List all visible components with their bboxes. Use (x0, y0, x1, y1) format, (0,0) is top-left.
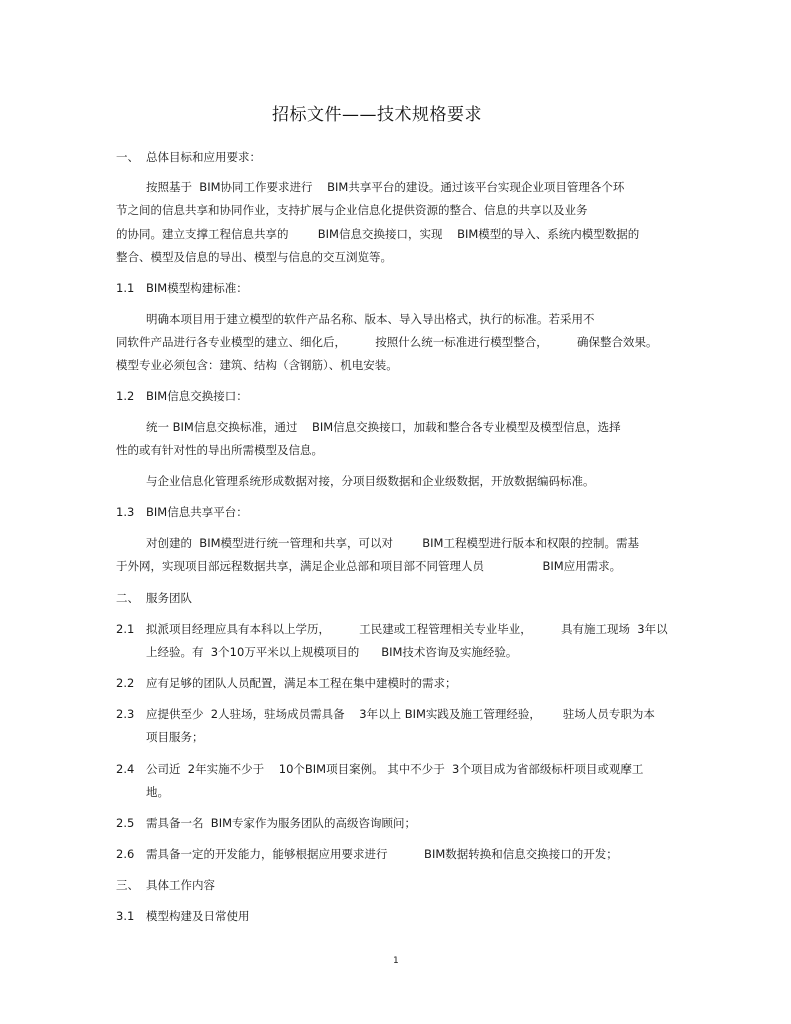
list-item-line: 项目服务； (146, 730, 204, 744)
list-item-number: 2.3 (116, 707, 135, 721)
paragraph-line: 节之间的信息共享和协同作业，支持扩展与企业信息化提供资源的整合、信息的共享以及业务 (116, 203, 588, 217)
list-item-line: 公司近 2年实施不少于 10个BIM项目案例。 其中不少于 3个项目成为省部级标杆项目或观摩工 (146, 762, 644, 776)
list-item-number: 2.2 (116, 676, 135, 690)
list-item-line: 拟派项目经理应具有本科以上学历， 工民建或工程管理相关专业毕业， 具有施工现场 3年以 (146, 622, 668, 636)
paragraph-line: 与企业信息化管理系统形成数据对接，分项目级数据和企业级数据，开放数据编码标准。 (146, 474, 595, 488)
paragraph-line: 模型专业必须包含：建筑、结构（含钢筋）、机电安装。 (116, 358, 398, 372)
list-item-number: 2.1 (116, 622, 135, 636)
list-item-line: 需具备一名 BIM专家作为服务团队的高级咨询顾问； (146, 816, 417, 830)
list-item-line: 应提供至少 2人驻场，驻场成员需具备 3年以上 BIM实践及施工管理经验， 驻场人员专职为本 (146, 707, 655, 721)
list-item-number: 2.4 (116, 762, 135, 776)
paragraph-line: 统一 BIM信息交换标准，通过 BIM信息交换接口，加载和整合各专业模型及模型信息，选择 (146, 420, 621, 434)
paragraph-line: 对创建的 BIM模型进行统一管理和共享，可以对 BIM工程模型进行版本和权限的控制。需基 (146, 536, 639, 550)
section-1-1-number: 1.1 (116, 281, 135, 295)
list-item-number: 2.6 (116, 847, 135, 861)
list-item-line: 需具备一定的开发能力，能够根据应用要求进行 BIM数据转换和信息交换接口的开发； (146, 847, 618, 861)
paragraph-line: 整合、模型及信息的导出、模型与信息的交互浏览等。 (116, 250, 392, 264)
section-2-heading: 服务团队 (146, 591, 192, 605)
section-3-number: 三、 (116, 878, 139, 892)
section-2-number: 二、 (116, 591, 139, 605)
section-1-1-heading: BIM模型构建标准： (146, 281, 248, 295)
page-number: 1 (393, 956, 399, 966)
section-1-2-number: 1.2 (116, 389, 135, 403)
section-1-3-number: 1.3 (116, 505, 135, 519)
section-3-1-heading: 模型构建及日常使用 (146, 909, 250, 923)
list-item-line: 应有足够的团队人员配置，满足本工程在集中建模时的需求； (146, 676, 457, 690)
section-1-2-heading: BIM信息交换接口： (146, 389, 248, 403)
section-1-heading: 总体目标和应用要求： (146, 150, 261, 164)
paragraph-line: 明确本项目用于建立模型的软件产品名称、版本、导入导出格式，执行的标准。若采用不 (146, 312, 595, 326)
paragraph-line: 按照基于 BIM协同工作要求进行 BIM共享平台的建设。通过该平台实现企业项目管理各个环 (146, 180, 625, 194)
section-3-heading: 具体工作内容 (146, 878, 215, 892)
list-item-line: 上经验。有 3个10万平米以上规模项目的 BIM技术咨询及实施经验。 (146, 645, 518, 659)
list-item-number: 2.5 (116, 816, 135, 830)
paragraph-line: 的协同。建立支撑工程信息共享的 BIM信息交换接口，实现 BIM模型的导入、系统内模型数据的 (116, 227, 640, 241)
paragraph-line: 同软件产品进行各专业模型的建立、细化后， 按照什么统一标准进行模型整合， 确保整合效果。 (116, 335, 658, 349)
section-1-3-heading: BIM信息共享平台： (146, 505, 248, 519)
paragraph-line: 于外网，实现项目部远程数据共享，满足企业总部和项目部不同管理人员 BIM应用需求。 (116, 559, 622, 573)
paragraph-line: 性的或有针对性的导出所需模型及信息。 (116, 443, 323, 457)
section-1-number: 一、 (116, 150, 139, 164)
list-item-line: 地。 (146, 785, 169, 799)
document-title: 招标文件——技术规格要求 (272, 105, 482, 125)
section-3-1-number: 3.1 (116, 909, 135, 923)
